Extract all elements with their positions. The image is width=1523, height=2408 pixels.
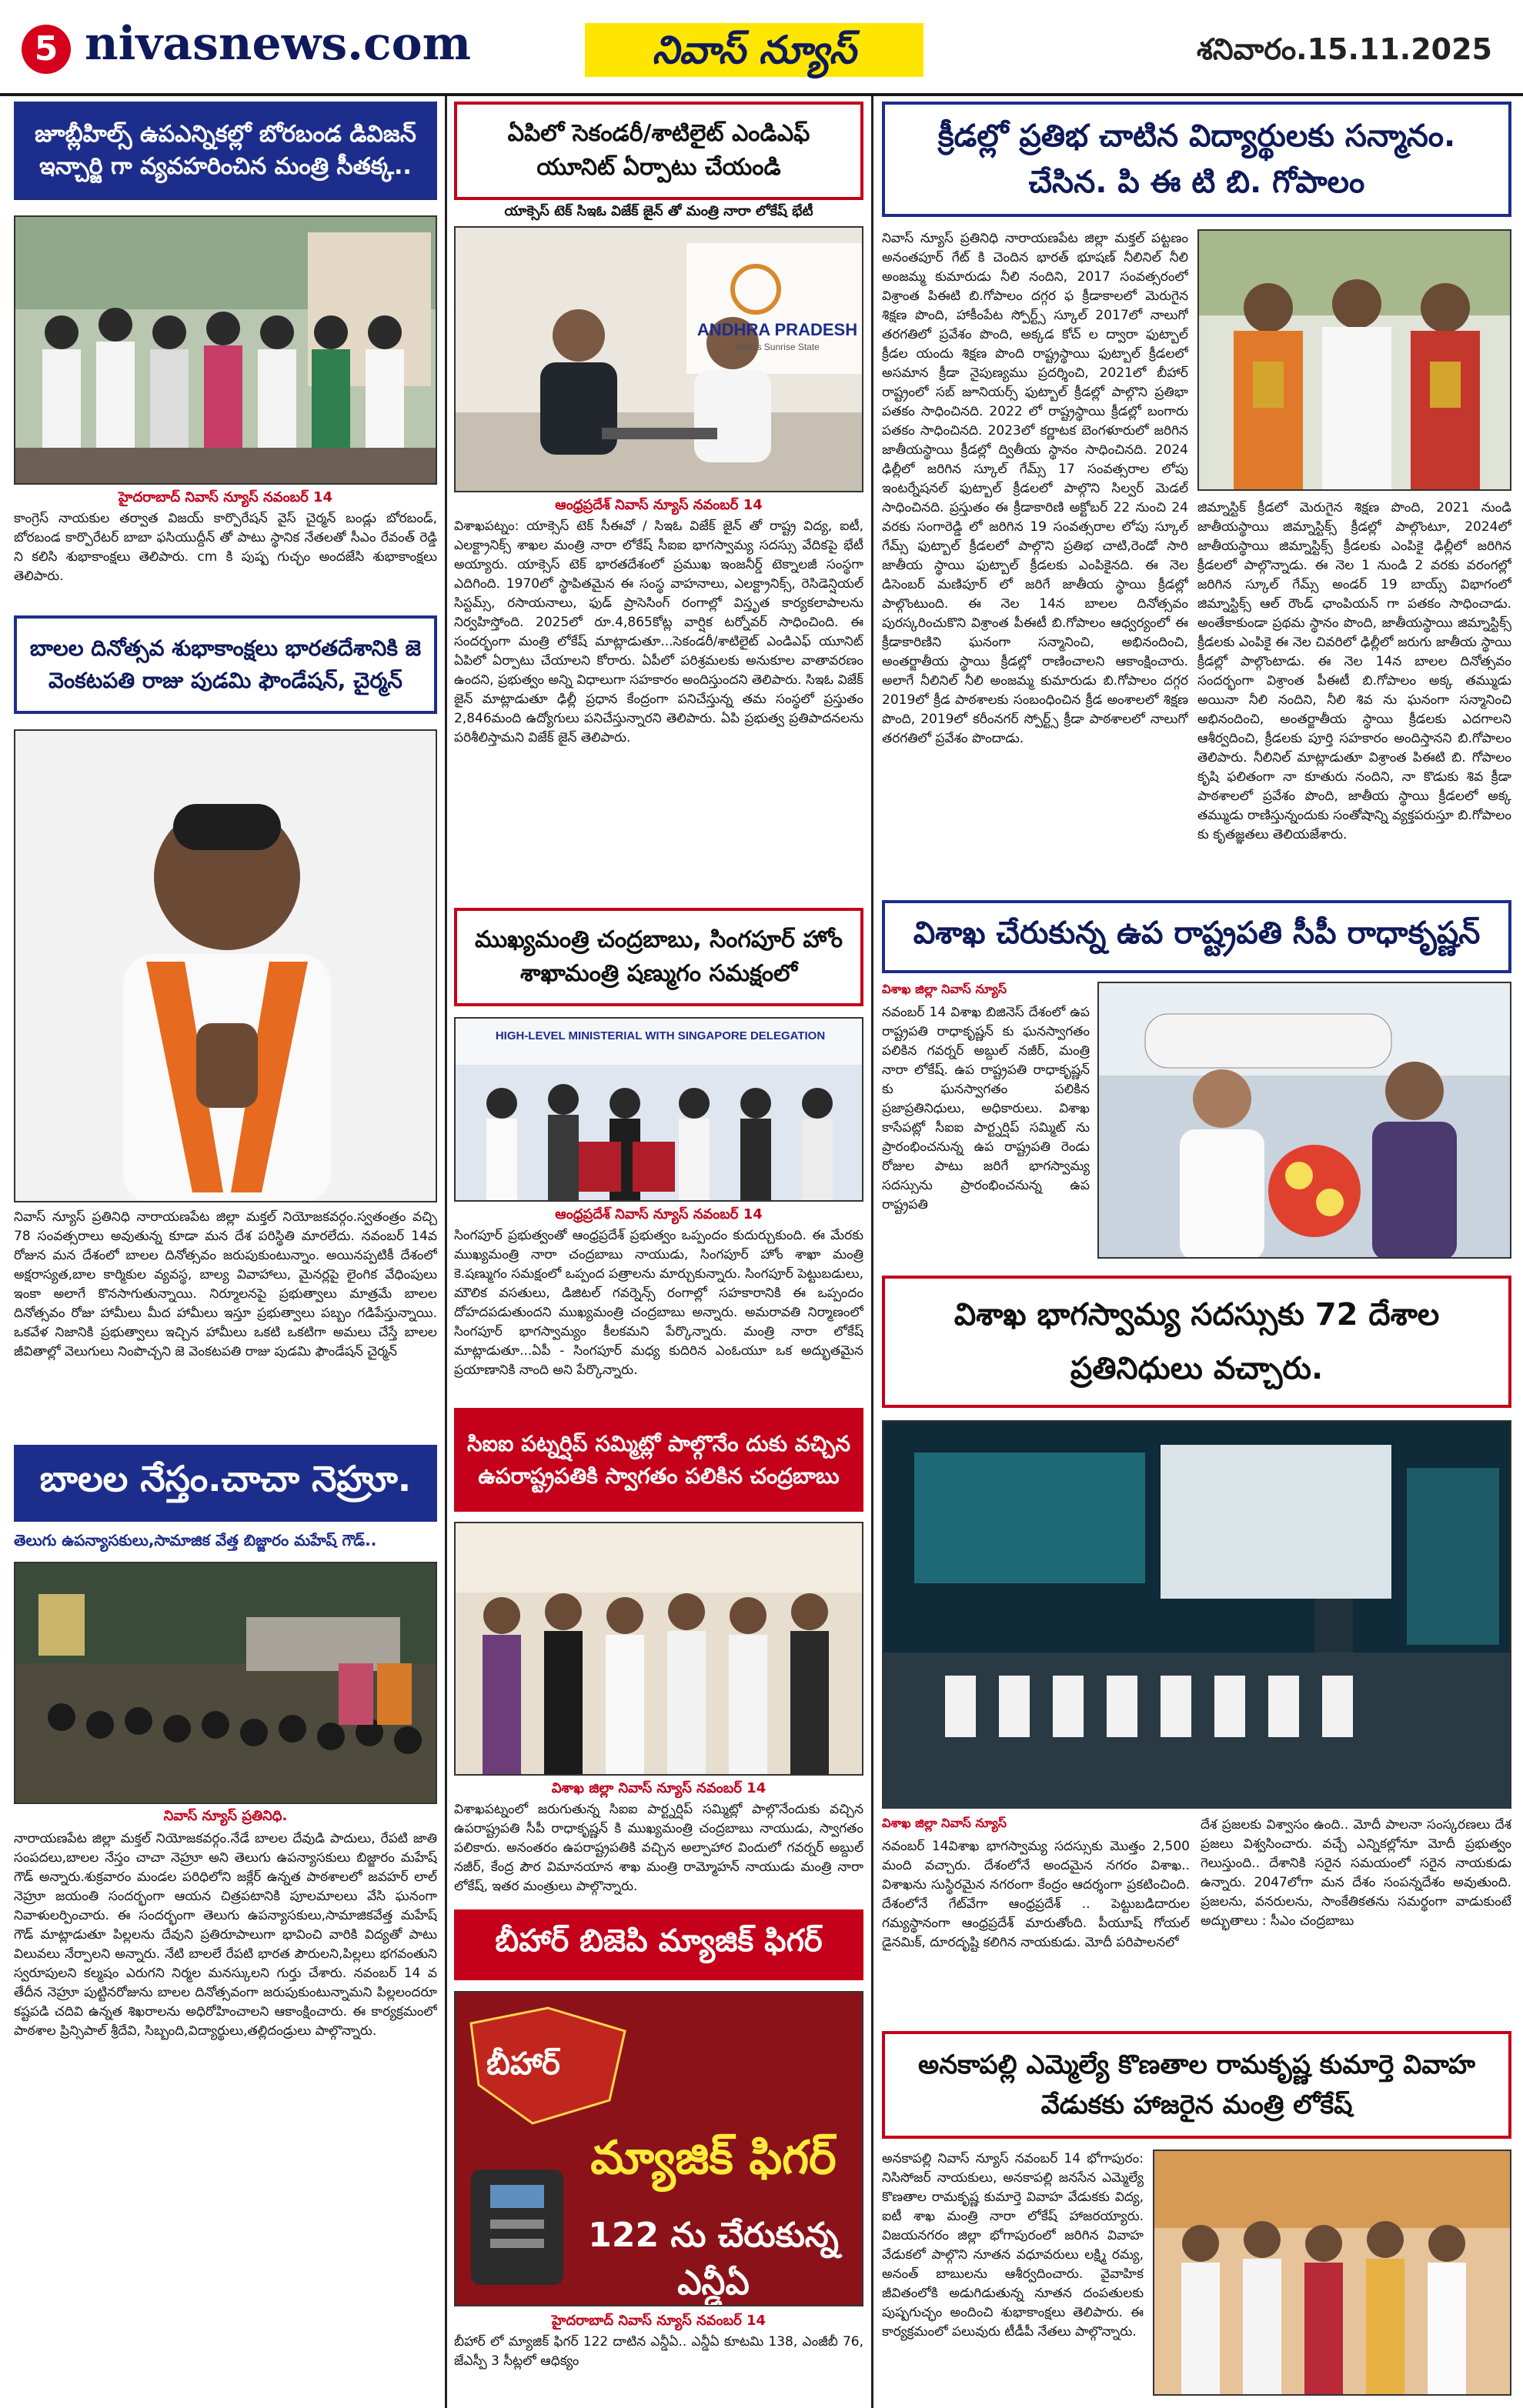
photo-vp-welcome — [454, 1522, 863, 1776]
dignitaries-icon — [456, 1523, 863, 1776]
byline-72-countries: విశాఖ జిల్లా నివాస్ న్యూస్ — [882, 1816, 1007, 1830]
byline-singapore-mou: ఆంధ్రప్రదేశ్ నివాస్ న్యూస్ నవంబర్ 14 — [555, 1206, 763, 1222]
body-sports-felicitation-right: జిమ్నాస్టిక్ క్రీడలో మెరుగైన శిక్షణ పొంది, 2021 నుండి జాతీయస్థాయి జిమ్నాస్టిక్స్ క్రీడల్లో పాల్గొంటూ, 2024లో జాతీయస్థాయి జిమ్నాస్టిక్స్ క్రీడలకు ఎంపికై ఢిల్లీలో జరిగిన క్రీడలలో పాల్గొన్నాడు. ఈ నెల 1 నుండి 2 వరకు వరంగల్లో జరిగిన స్కూల్ గేమ్స్ అండర్ 19 బాయ్స్ విభాగంలో జిమ్నాస్టిక్స్ ఆల్ రౌండ్ ఛాంపియన్ గా పతకం సాధించాడు. అంతేకాకుండా ప్రథమ స్థానం పొంది, జాతీయస్థాయి జిమ్నాస్టిక్స్ క్రీడలకు ఎంపికై ఈ నెల చివరిలో ఢిల్లీలో జరుగు జాతీయ స్థాయి క్రీడల్లో పాల్గొంటాడు. ఈ నెల 14న బాలల దినోత్సవం సందర్భంగా విశ్రాంత పీఈటీ బి.గోపాలం అక్క తమ్ముడు అయినా నీలి నందిని, నీలి శివ ను ఘనంగా సన్మానించి అభినందించి, అంతర్జాతీయ స్థాయి క్రీడలకు ఎదగాలని ఆశీర్వదించి, క్రీడలకు పూర్తి సహకారం అందిస్తానని బి.గోపాలం తెలిపారు. నీలినిల్ మాట్లాడుతూ విశ్రాంత పిఈటి బి. గోపాలం కృషి ఫలితంగా నా కూతురు నందిని, నా కొడుకు శివ క్రీడా పాఠశాలలో ప్రవేశం పొంది, జాతీయ స్థాయి క్రీడలలో అక్క తమ్ముడు రాణిస్తున్నందుకు సంతోషాన్ని వ్యక్తపరుస్తూ బి.గోపాలం కు కృతజ్ఞతలు తెలియజేశారు. — [1197, 500, 1511, 842]
newspaper-brand: నివాస్ న్యూస్ — [585, 23, 923, 77]
photo-sports-felicitation — [1197, 229, 1511, 491]
photo-lokesh-vijek-jain — [454, 226, 863, 492]
headline-vp-welcome[interactable]: సిఐఐ పట్నర్షిప్ సమ్మిట్లో పాల్గొనేం దుకు వచ్చిన ఉపరాష్ట్రపతికి స్వాగతం పలికిన చంద్రబాబు — [454, 1408, 863, 1512]
masthead — [0, 0, 1523, 96]
body-sports-felicitation-left: నివాస్ న్యూస్ ప్రతినిధి నారాయణపేట జిల్లా మక్తల్ పట్టణం అనంతపూర్ గేట్ కి చెందిన భారత్ భూషణ్ నీలినిల్ నీలి అంజమ్మ కుమారుడు నీలి నందిని, 2017 సంవత్సరంలో విశ్రాంత పిఈటి బి.గోపాలం దగ్గర ఫ క్రీడాకాలలో మెరుగైన శిక్షణ పొంది, హాకీంపేట స్పోర్ట్స్ స్కూల్ 2017లో నాలుగో తరగతిలో ప్రవేశం పొంది, అక్కడ కోచ్ ల ద్వారా ఫుట్బాల్ క్రీడల యందు శిక్షణ పొంది రాష్ట్రస్థాయి ఫుట్బాల్ క్రీడలలో అసమాన క్రీడా నైపుణ్యము ప్రదర్శించి, 2021లో బీహార్ రాష్ట్రంలో సబ్ జూనియర్స్ ఫుట్బాల్ క్రీడల్లో పాల్గొని ప్రతిభా పతకం సాధించినది. 2022 లో రాష్ట్రస్థాయి క్రీడల్లో బంగారు పతకం సాధించినది. 2023లో కర్ణాటక బెంగళూరులో జరిగిన జాతీయస్థాయి క్రీడల్లో ద్వితీయ స్థానం సాధించినది. 2024 ఢిల్లీలో జరిగిన స్కూల్ గేమ్స్ 17 సంవత్సరాల లోపు ఇంటర్నేషనల్ ఫుట్బాల్ క్రీడలలో పాల్గొని సిల్వర్ మెడల్ సాధించినది. ప్రస్తుతం ఈ క్రీడాకారిణి అక్టోబర్ 22 నుంచి 24 వరకు సంగారెడ్డి లో జరిగిన 19 సంవత్సరాల లోపు స్కూల్ గేమ్స్ ఫుట్బాల్ క్రీడలలో పాల్గొని ప్రతిభ చాటి,రెండో సారి జాతీయ స్థాయి ఫుట్బాల్ క్రీడలకు ఎంపికైనది. ఈ నెల డిసెంబర్ మణిపూర్ లో జరిగే జాతీయ స్థాయి క్రీడల్లో పాల్గొంటుంది. ఈ నెల 14న బాలల దినోత్సవం పురస్కరించుకొని విశ్రాంత పీఈటీ బి.గోపాలం ఆధ్వర్యంలో ఈ క్రీడాకారిణిని ఘనంగా సన్మానించి, అభినందించి, అంతర్జాతీయ స్థాయి క్రీడల్లో రాణించాలని ఆకాంక్షించారు. అలాగే నీలినిల్ నీలి అంజమ్మ కుమారుడు బి.గోపాలం దగ్గర 2019లో క్రీడ పాఠశాలకు సంబంధించిన క్రీడ అంశాలలో శిక్షణ పొంది, 2019లో కరీంనగర్ స్పోర్ట్స్ క్రీడా పాఠశాలలో నాలుగో తరగతిలో ప్రవేశం పొందాడు. — [882, 231, 1188, 746]
photo-seethakka-meeting — [14, 215, 437, 485]
headline-childrens-day-wishes[interactable]: బాలల దినోత్సవ శుభాకాంక్షలు భారతదేశానికి జె వెంకటపతి రాజు పుడమి ఫౌండేషన్, చైర్మన్ — [14, 615, 437, 714]
body-bihar: బీహార్ లో మ్యాజిక్ ఫిగర్ 122 దాటిన ఎన్డీఏ.. ఎన్డీఏ కూటమి 138, ఎంజీబీ 76, జేఎస్పీ 3 సీట్లలో ఆధిక్యం — [454, 2334, 863, 2369]
byline-ap-mdf: ఆంధ్రప్రదేశ్ నివాస్ న్యూస్ నవంబర్ 14 — [555, 497, 763, 513]
page-number: 5 — [22, 25, 71, 74]
photo-lokesh-wedding — [1153, 2150, 1511, 2396]
body-vp-welcome: విశాఖపట్నంలో జరుగుతున్న సిఐఐ పార్ట్నర్షిప్ సమ్మిట్లో పాల్గొనేందుకు వచ్చిన ఉపరాష్ట్రపతి సీపీ రాధాకృష్ణన్ కి ముఖ్యమంత్రి చంద్రబాబు నాయుడు, స్వాగతం పలికారు. అనంతరం ఉపరాష్ట్రపతికి వచ్చిన అల్పాహార విందులో గవర్నర్ అబ్దుల్ నజీర్, కేంద్ర పౌర విమానయాన శాఖ మంత్రి రామ్మోహన్ నాయుడు మంత్రి నారా లోకేష్, ఇతర మంత్రులు పాల్గొన్నారు. — [454, 1802, 863, 1894]
issue-date: శనివారం.15.11.2025 — [1196, 32, 1492, 66]
site-name[interactable]: nivasnews.com — [85, 17, 472, 71]
school-event-icon — [15, 1563, 437, 1804]
body-lokesh-wedding: అనకాపల్లి నివాస్ న్యూస్ నవంబర్ 14 భోగాపురం: నిసిసోజర్ నాయకులు, అనకాపల్లి జనసేన ఎమ్మెల్యే కొణతాల రామకృష్ణ కుమార్తె వివాహ వేడుకకు విద్య, ఐటీ శాఖ మంత్రి నారా లోకేష్ హాజరయ్యారు. విజయనగరం జిల్లా భోగాపురంలో జరిగిన వివాహ వేడుకలో పాల్గొని నూతన వధూవరులు లక్ష్మి రమ్య, అనంత్ బాబులను ఆశీర్వదించారు. వైవాహిక జీవితంలోకి అడుగిడుతున్న నూతన దంపతులకు పుష్పగుచ్ఛం అందించి శుభాకాంక్షలు తెలిపారు. ఈ కార్యక్రమంలో పలువురు టీడీపీ నేతలు పాల్గొన్నారు. — [882, 2151, 1144, 2340]
photo-singapore-mou — [454, 1017, 863, 1202]
graphic-magic-figure: మ్యాజిక్ ఫిగర్ — [590, 2131, 837, 2185]
photo-nehru-jayanthi — [14, 1562, 437, 1804]
column-divider-2 — [871, 96, 873, 2408]
headline-chacha-nehru[interactable]: బాలల నేస్తం.చాచా నెహ్రూ. — [14, 1445, 437, 1522]
banner-sunrise-state: India's Sunrise State — [735, 342, 820, 352]
photo-venkatapathi-raju — [14, 729, 437, 1202]
photo-vp-arrives — [1097, 982, 1511, 1259]
headline-singapore-mou[interactable]: ముఖ్యమంత్రి చంద్రబాబు, సింగపూర్ హోం శాఖామంత్రి షణ్ముగం సమక్షంలో — [454, 908, 863, 1006]
headline-jubilee-hills[interactable]: జూబ్లీహిల్స్ ఉపఎన్నికల్లో బోరబండ డివిజన్ ఇన్చార్జి గా వ్యవహరించిన మంత్రి సీతక్క.. — [14, 102, 437, 200]
body-jubilee-hills: కాంగ్రెస్ నాయకుల తర్వాత విజయ్ కార్పొరేషన్ వైస్ చైర్మన్ బండ్లు బోరబండ్, బోరబండ కార్పొరేటర్ బాబా ఫసియుద్దీన్ తో పాటు స్థానిక నేతలతో సీఎం రేవంత్ రెడ్డి ని కలిసి శుభాకాంక్షలు తెలిపారు. cm కి పుష్ప గుచ్ఛం అందజేసి శుభాకాంక్షలు తెలిపారు. — [14, 511, 437, 584]
meeting-icon — [456, 228, 863, 492]
headline-lokesh-wedding[interactable]: అనకాపల్లి ఎమ్మెల్యే కొణతాల రామకృష్ణ కుమార్తె వివాహ వేడుకకు హాజరైన మంత్రి లోకేష్ — [882, 2031, 1511, 2139]
portrait-icon — [15, 731, 437, 1202]
byline-bihar: హైదరాబాద్ నివాస్ న్యూస్ నవంబర్ 14 — [551, 2313, 767, 2329]
caption-chacha-nehru: నివాస్ న్యూస్ ప్రతినిధి. — [163, 1808, 288, 1824]
byline-vp-welcome: విశాఖ జిల్లా నివాస్ న్యూస్ నవంబర్ 14 — [551, 1780, 767, 1796]
graphic-122-nda: 122 ను చేరుకున్న ఎన్డీఏ — [588, 2216, 839, 2303]
graphic-bihar-title: బీహార్ — [486, 2046, 560, 2082]
column-divider-1 — [445, 96, 447, 2408]
trophy-felicitation-icon — [1199, 231, 1511, 491]
graphic-bihar-magic-figure — [454, 1991, 863, 2306]
wedding-icon — [1154, 2151, 1511, 2396]
banner-andhra-pradesh: ANDHRA PRADESH — [696, 320, 858, 339]
group-photo-icon — [15, 217, 437, 485]
headline-vp-arrives-visakha[interactable]: విశాఖ చేరుకున్న ఉప రాష్ట్రపతి సీపీ రాధాకృష్ణన్ — [882, 900, 1511, 973]
headline-bihar-magic-figure[interactable]: బీహార్ బిజెపి మ్యాజిక్ ఫిగర్ — [454, 1909, 863, 1980]
byline-vp-arrives: విశాఖ జిల్లా నివాస్ న్యూస్ — [882, 982, 1007, 996]
airport-welcome-icon — [1099, 983, 1511, 1259]
body-vp-arrives: నవంబర్ 14 విశాఖ బిజినెస్ దేశంలో ఉప రాష్ట్రపతి రాధాకృష్ణన్ కు ఘనస్వాగతం పలికిన గవర్నర్ అబ్దుల్ నజీర్, మంత్రి నారా లోకేష్. ఉప రాష్ట్రపతి రాధాకృష్ణన్ కు ఘనస్వాగతం పలికిన ప్రజాప్రతినిధులు, అధికారులు. విశాఖ కాసేపట్లో సీఐఐ పార్ట్నర్షిప్ సమ్మిట్ ను ప్రారంభించనున్న ఉప రాష్ట్రపతి రెండు రోజుల పాటు జరిగే భాగస్వామ్య సదస్సును ప్రారంభించనున్న ఉప రాష్ట్రపతి — [882, 1005, 1090, 1212]
body-72-countries-left: నవంబర్ 14విశాఖ భాగస్వామ్య సదస్సుకు మొత్తం 2,500 మంది వచ్చారు. దేశంలోనే అందమైన నగరం విశాఖ.. విశాఖను సుస్థిరమైన నగరంగా కేంద్రం ఆదర్శంగా ప్రకటించింది. దేశంలోనే గేట్‌వేగా ఆంధ్రప్రదేశ్ .. పెట్టుబడిదారుల గమ్యస్థానంగా ఆంధ్రప్రదేశ్ మారుతోంది. పీయూష్ గోయల్ డైనమిక్, దూరదృష్టి కలిగిన నాయకుడు. మోదీ పరిపాలనలో — [882, 1839, 1190, 1950]
headline-ap-mdf-unit[interactable]: ఏపిలో సెకండరీ/శాటిలైట్ ఎండిఎఫ్ యూనిట్ ఏర్పాటు చేయండి — [454, 102, 863, 200]
headline-sports-felicitation[interactable]: క్రీడల్లో ప్రతిభ చాటిన విద్యార్థులకు సన్మానం. చేసిన. పి ఈ టి బి. గోపాలం — [882, 102, 1511, 217]
body-singapore-mou: సింగపూర్ ప్రభుత్వంతో ఆంధ్రప్రదేశ్ ప్రభుత్వం ఒప్పందం కుదుర్చుకుంది. ఈ మేరకు ముఖ్యమంత్రి నారా చంద్రబాబు నాయుడు, సింగపూర్ హోం శాఖా మంత్రి కె.షణ్ముగం సమక్షంలో ఒప్పంద పత్రాలను మార్చుకున్నారు. సింగపూర్ పెట్టుబడులు, మౌలిక వసతులు, డిజిటల్ గవర్నెన్స్ రంగాల్లో సహకారానికి ఈ ఒప్పందం దోహదపడుతుందని ముఖ్యమంత్రి చంద్రబాబు అన్నారు. అమరావతి నిర్మాణంలో సింగపూర్ భాగస్వామ్యం కీలకమని పేర్కొన్నారు. మంత్రి నారా లోకేష్ మాట్లాడుతూ...ఏపీ - సింగపూర్ మధ్య కుదిరిన ఎంఓయూ ఒక అద్భుతమైన ప్రయాణానికి నాంది అని పేర్కొన్నారు. — [454, 1228, 863, 1378]
subhead-lokesh-meeting: యాక్సెస్ టెక్ సిఇఓ విజేక్ జైన్ తో మంత్రి నారా లోకేష్ భేటీ — [504, 203, 813, 219]
body-ap-mdf: విశాఖపట్నం: యాక్సెస్ టెక్ సీఈవో / సిఇఓ విజేక్ జైన్ తో రాష్ట్ర విద్య, ఐటీ, ఎలక్ట్రానిక్స్ శాఖల మంత్రి నారా లోకేష్ సీఐఐ భాగస్వామ్య సదస్సు వేదికపై భేటీ అయ్యారు. యాక్సెస్ టెక్ భారతదేశంలో ప్రముఖ ఇంజనీర్డ్ టెక్నాలజీ సంస్థగా ఎదిగింది. 1970లో స్థాపితమైన ఈ సంస్థ వాహనాలు, ఎలక్ట్రానిక్స్, రెసిడెన్షియల్ సిస్టమ్స్, రసాయనాలు, ఫుడ్ ప్రాసెసింగ్ రంగాల్లో విస్తృత కార్యకలాపాలను నిర్వహిస్తోంది. 2025లో రూ.4,865కోట్ల వార్షిక టర్నోవర్ సాధించింది. ఈ సందర్భంగా మంత్రి లోకేష్ మాట్లాడుతూ...సెకండరీ/శాటిలైట్ ఎండిఎఫ్ యూనిట్ ఏపిలో ఏర్పాటు చేయాలని కోరారు. ఏపీలో పరిశ్రమలకు అనుకూల వాతావరణం ఉందని, ప్రభుత్వం అన్ని విధాలుగా సహకారం అందిస్తుందని తెలిపారు. సిఇఓ విజేక్ జైన్ మాట్లాడుతూ ఢిల్లీ ప్రధాన కేంద్రంగా పనిచేస్తున్న తమ సంస్థలో ప్రస్తుతం 2,846మంది ఉద్యోగులు పనిచేస్తున్నారని తెలిపారు. ఏపి ప్రభుత్వ ప్రతిపాదనలను పరిశీలిస్తామని విజేక్ జైన్ తెలిపారు. — [454, 519, 863, 745]
photo-partnership-summit — [882, 1420, 1511, 1809]
banner-singapore-delegation: HIGH-LEVEL MINISTERIAL WITH SINGAPORE DELEGATION — [495, 1029, 826, 1042]
body-chacha-nehru: నారాయణపేట జిల్లా మక్తల్ నియోజకవర్గం.నేడే బాలల దేవుడి పాదులు, రేపటి జాతి సంపదలు,బాలల నేస్తం చాచా నెహ్రూ అని తెలుగు ఉపన్యాసకులు బిజ్జారం మహేష్ గౌడ్ అన్నారు.శుక్రవారం మండల పరిధిలోని జక్లేర్ ఉన్నత పాఠశాలలో జవహర్ లాల్ నెహ్రూ జయంతి సందర్భంగా ఆయన చిత్రపటానికి పూలమాలలు వేసి ఘనంగా నివాళులర్పించారు. ఈ సందర్భంగా తెలుగు ఉపన్యాసకులు,సామాజికవేత్త మహేష్ గౌడ్ మాట్లాడుతూ పిల్లలను దేవుని ప్రతిరూపాలుగా భావించి వారికి విద్యతో పాటు విలువలు నేర్పాలని అన్నారు. నేటి బాలలే రేపటి భారత పౌరులని,పిల్లలు భగవంతుని స్వరూపులని కల్మషం ఎరుగని నిర్మల మనస్కులని గుర్తు చేశారు. నవంబర్ 14 వ తేదీన నెహ్రూ పుట్టినరోజును బాలల దినోత్సవంగా జరుపుకుంటున్నామని పిల్లలందరూ కష్టపడి చదివి ఉన్నత శిఖరాలను అధిరోహించాలని ఆకాంక్షించారు. ఈ కార్యక్రమంలో పాఠశాల ప్రిన్సిపాల్ శ్రీదేవి, సిబ్బంది,విద్యార్థులు,తల్లిదండ్రులు పాల్గొన్నారు. — [14, 1831, 437, 2039]
caption-jubilee-hills: హైదరాబాద్ నివాస్ న్యూస్ నవంబర్ 14 — [118, 489, 333, 505]
mou-signing-icon — [456, 1019, 863, 1202]
body-72-countries-right: దేశ ప్రజలకు విశ్వాసం ఉంది.. మోదీ పాలనా సంస్కరణలు దేశ ప్రజలు విశ్వసించారు. వచ్చే ఎన్నికల్లోనూ మోదీ ప్రభుత్వం గెలుస్తుంది.. దేశానికి సరైన సమయంలో సరైన నాయకుడు ఉన్నారు. 2047లోగా మన దేశం సంపన్నదేశం అవుతుంది. ప్రజలను, వనరులను, సాంకేతికతను సమర్థంగా వాడుకుంటే అద్భుతాలు : సీఎం చంద్రబాబు — [1201, 1817, 1511, 1929]
byline-chacha-nehru: తెలుగు ఉపన్యాసకులు,సామాజిక వేత్త బిజ్జారం మహేష్ గౌడ్.. — [14, 1531, 377, 1549]
headline-72-countries[interactable]: విశాఖ భాగస్వామ్య సదస్సుకు 72 దేశాల ప్రతినిధులు వచ్చారు. — [882, 1276, 1511, 1408]
body-childrens-day: నివాస్ న్యూస్ ప్రతినిధి నారాయణపేట జిల్లా మక్తల్ నియోజకవర్గం.స్వతంత్రం వచ్చి 78 సంవత్సరాలు అవుతున్న కూడా మన దేశ పరిస్థితి మారలేదు. నవంబర్ 14వ రోజున మన దేశంలో బాలల దినోత్సవం జరుపుకుంటున్నాం. అయినప్పటికీ దేశంలో అక్షరాస్యత,బాల కార్మికుల వ్యవస్థ, బాల్య వివాహాలు, మైనర్లపై లైంగిక వేధింపులు ఇంకా అలాగే కొనసాగుతున్నాయి. నిర్మూలనపై ప్రభుత్వాలు మాత్రమే బాలల దినోత్సవం రోజు హామీలు మీద హామీలు ఇస్తూ ప్రభుత్వాలు పబ్బం గడిపేస్తున్నాయి. ఒకవేళ నిజానికి ప్రభుత్వాలు ఇచ్చిన హామీలు ఒకటి ఒకటిగా అమలు చేస్తే బాలల జీవితాల్లో వెలుగులు నింపొచ్చని జె వెంకటపతి రాజు పుడమి ఫౌండేషన్ చైర్మన్ — [14, 1209, 437, 1359]
summit-stage-icon — [883, 1422, 1511, 1809]
